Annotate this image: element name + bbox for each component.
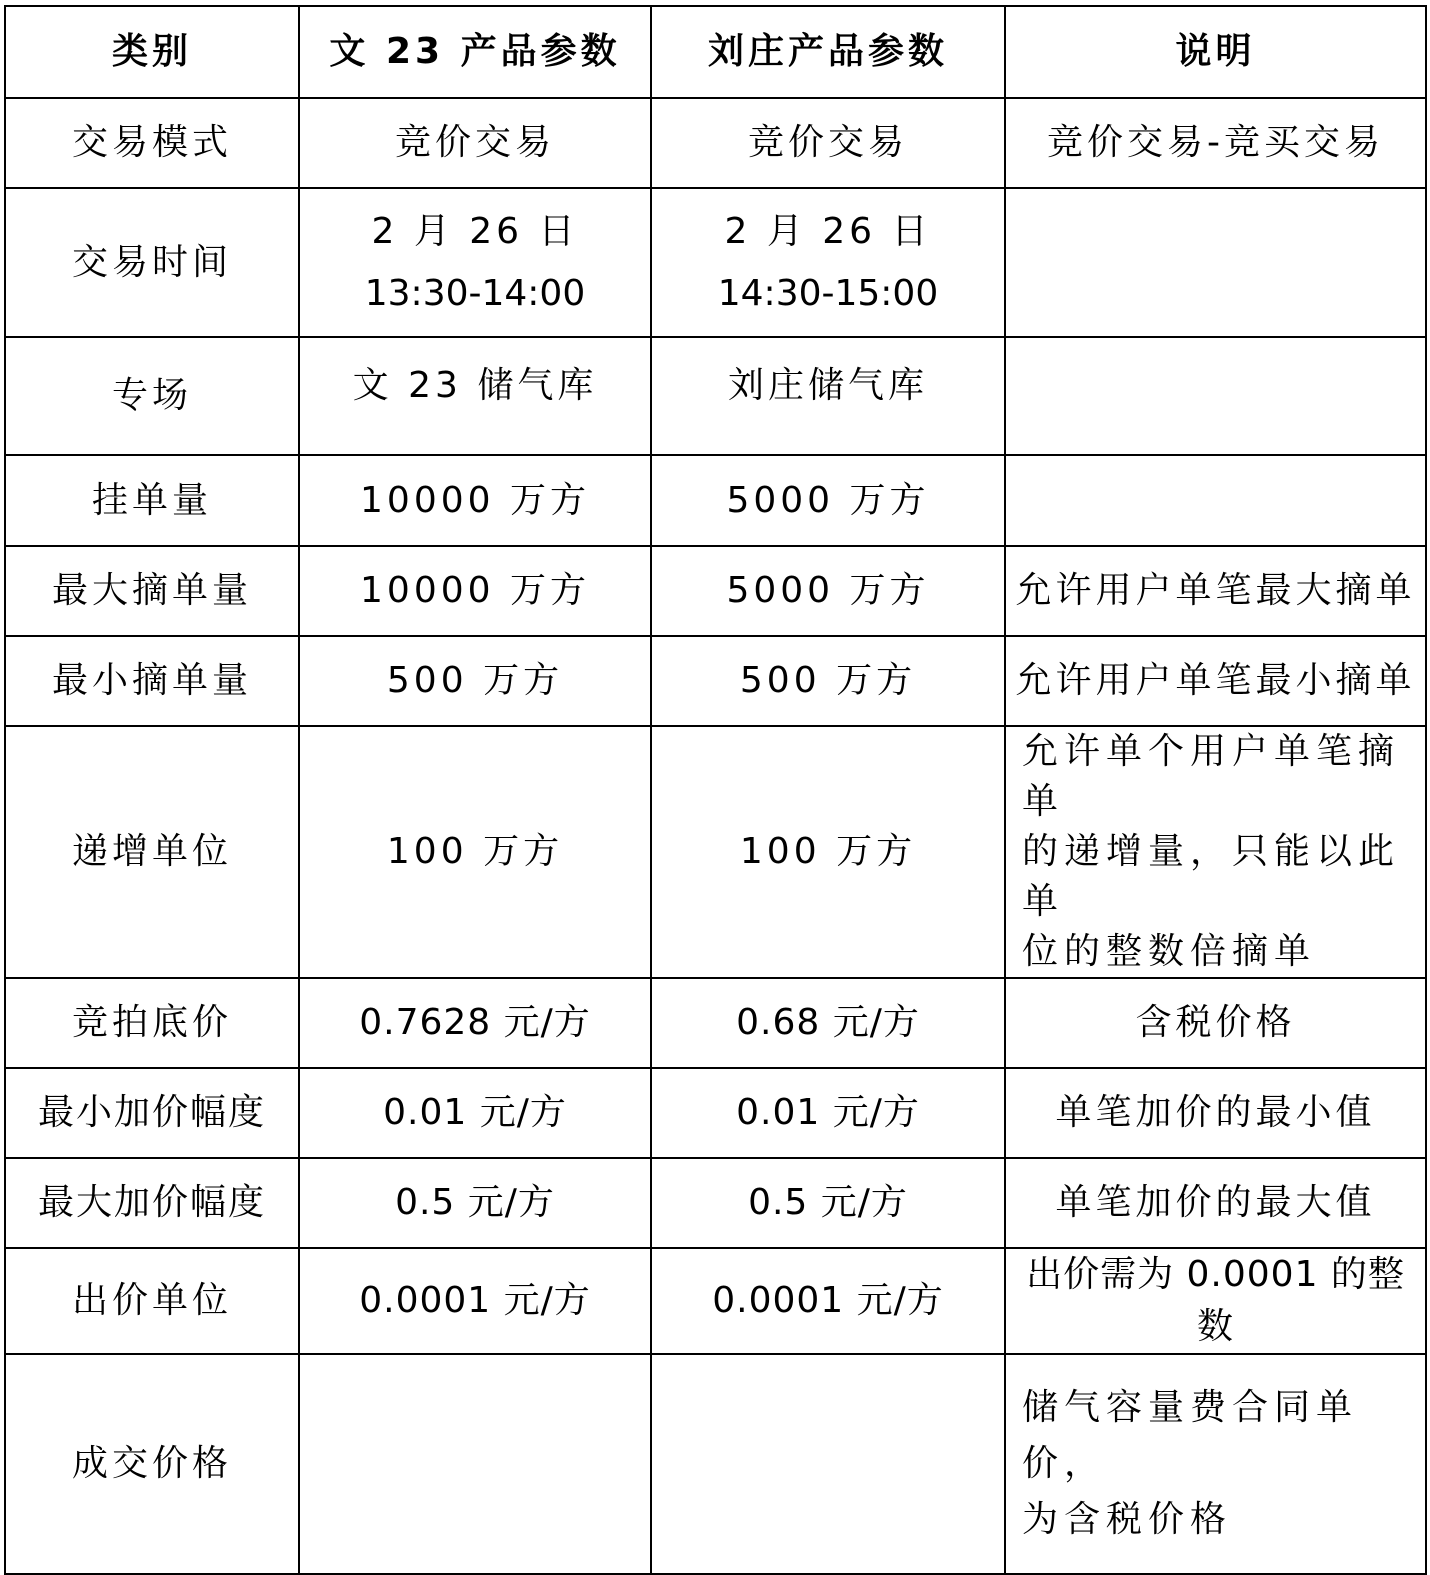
row-wen23 [299,1354,651,1574]
row-liuzhuang: 100 万方 [651,726,1005,978]
table-row [5,337,1426,455]
row-liuzhuang: 5000 万方 [651,546,1005,636]
row-category: 成交价格 [5,1354,299,1574]
header-wen23: 文 23 产品参数 [299,6,651,98]
note-line: 为含税价格 [1022,1499,1233,1540]
row-liuzhuang: 5000 万方 [651,455,1005,546]
row-wen23: 0.5 元/方 [299,1158,651,1248]
table-row [5,188,1426,337]
row-liuzhuang: 0.0001 元/方 [651,1248,1005,1354]
row-note [1005,455,1426,546]
row-category: 交易模式 [5,98,299,188]
wen23-time: 13:30-14:00 [364,272,586,314]
row-wen23: 0.0001 元/方 [299,1248,651,1354]
table-row [5,1248,1426,1354]
row-category: 最小摘单量 [5,636,299,726]
note-line: 位的整数倍摘单 [1022,931,1317,972]
product-parameters-table [4,5,1427,1575]
row-wen23: 文 23 储气库 [299,337,651,455]
row-liuzhuang: 刘庄储气库 [651,337,1005,455]
note-line: 允许单个用户单笔摘单 [1022,731,1401,822]
header-liuzhuang: 刘庄产品参数 [651,6,1005,98]
row-liuzhuang: 500 万方 [651,636,1005,726]
row-note: 允许用户单笔最小摘单 [1005,636,1426,726]
table-row [5,1158,1426,1248]
row-category: 最大摘单量 [5,546,299,636]
note-line: 储气容量费合同单价， [1022,1387,1359,1484]
row-category: 最小加价幅度 [5,1068,299,1158]
row-note [1005,726,1426,978]
row-note: 单笔加价的最大值 [1005,1158,1426,1248]
table-row [5,1068,1426,1158]
row-category: 竞拍底价 [5,978,299,1068]
row-liuzhuang: 0.68 元/方 [651,978,1005,1068]
table-row [5,98,1426,188]
header-row [5,6,1426,98]
row-wen23: 10000 万方 [299,455,651,546]
row-note: 含税价格 [1005,978,1426,1068]
row-wen23 [299,188,651,337]
row-wen23: 竞价交易 [299,98,651,188]
table-row [5,455,1426,546]
row-wen23: 0.01 元/方 [299,1068,651,1158]
note-line: 的递增量，只能以此单 [1022,831,1401,922]
row-category: 交易时间 [5,188,299,337]
row-note: 竞价交易-竞买交易 [1005,98,1426,188]
row-wen23: 100 万方 [299,726,651,978]
row-note: 允许用户单笔最大摘单 [1005,546,1426,636]
row-liuzhuang: 0.5 元/方 [651,1158,1005,1248]
liuzhuang-time: 14:30-15:00 [717,272,939,314]
table-row [5,978,1426,1068]
row-category: 最大加价幅度 [5,1158,299,1248]
row-category: 递增单位 [5,726,299,978]
row-liuzhuang [651,188,1005,337]
table-row [5,726,1426,978]
wen23-date: 2 月 26 日 [371,210,579,252]
row-wen23: 0.7628 元/方 [299,978,651,1068]
table-row [5,636,1426,726]
row-note [1005,337,1426,455]
table-row [5,546,1426,636]
header-note: 说明 [1005,6,1426,98]
row-note [1005,188,1426,337]
row-category: 出价单位 [5,1248,299,1354]
row-liuzhuang: 竞价交易 [651,98,1005,188]
liuzhuang-date: 2 月 26 日 [724,210,932,252]
row-category: 挂单量 [5,455,299,546]
row-category: 专场 [5,337,299,455]
row-liuzhuang [651,1354,1005,1574]
row-liuzhuang: 0.01 元/方 [651,1068,1005,1158]
row-note: 出价需为 0.0001 的整数 [1005,1248,1426,1354]
row-note [1005,1354,1426,1574]
row-wen23: 10000 万方 [299,546,651,636]
row-wen23: 500 万方 [299,636,651,726]
row-note: 单笔加价的最小值 [1005,1068,1426,1158]
header-category: 类别 [5,6,299,98]
table-row [5,1354,1426,1574]
